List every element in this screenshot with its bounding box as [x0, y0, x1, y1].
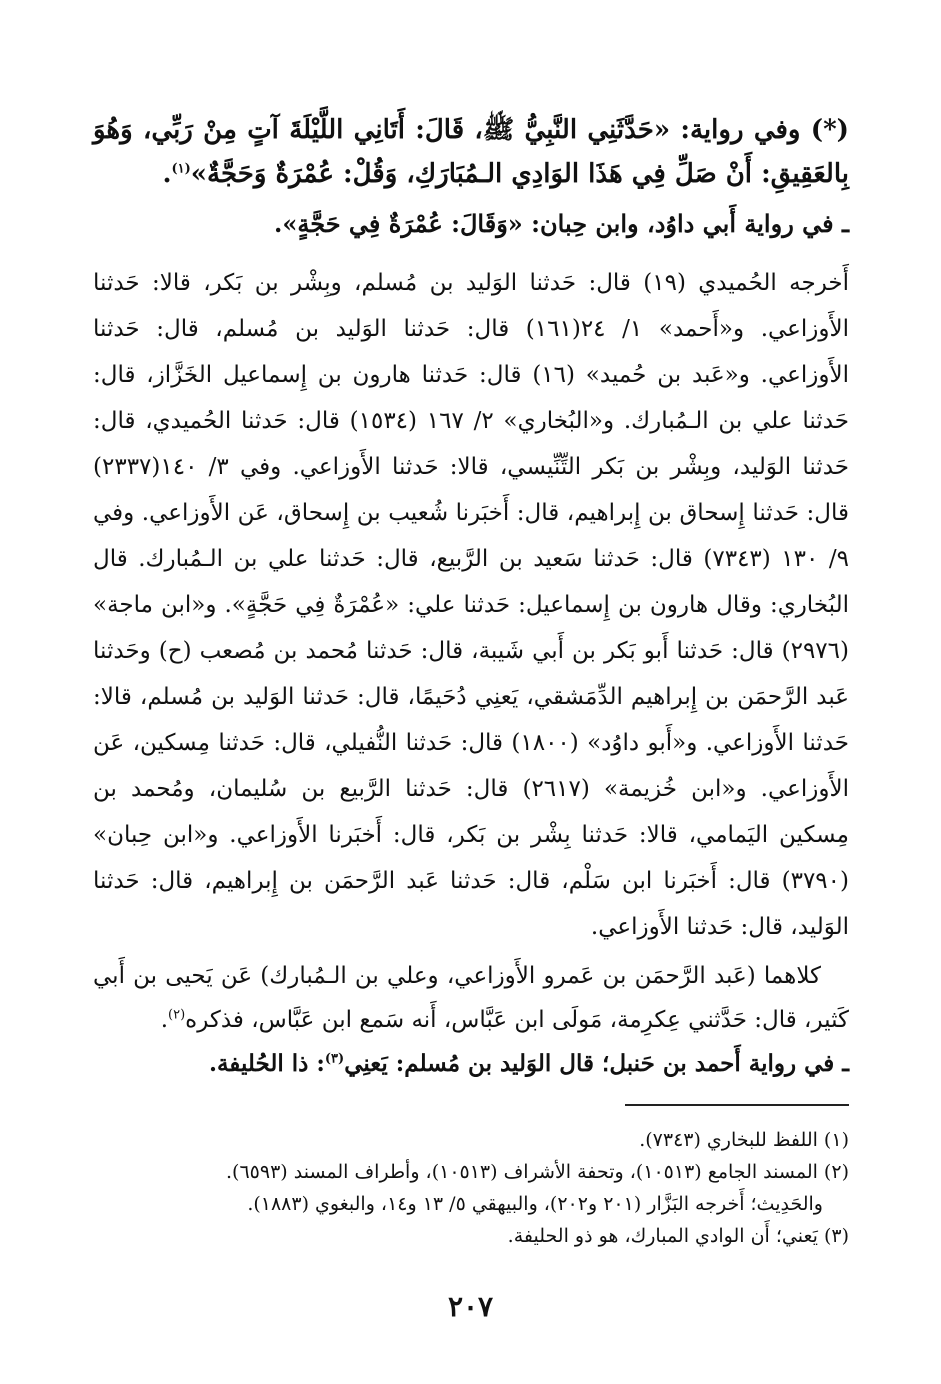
- footnotes: [93, 1124, 849, 1252]
- footnote-2: (٢) المسند الجامع (١٠٥١٣)، وتحفة الأشراف (١٠٥١٣)، وأطراف المسند (٦٥٩٣).: [226, 1161, 849, 1183]
- footnote-2-continued: والحَدِيث؛ أَخرجه البَزَّار (٢٠١ و٢٠٢)، والبيهقي ٥/ ١٣ و١٤، والبغوي (١٨٨٣).: [247, 1193, 823, 1215]
- kilahuma-paragraph: [93, 954, 849, 1042]
- variant-abu-dawud: ـ في رواية أَبي داوُد، وابن حِبان: «وَقَالَ: عُمْرَةٌ فِي حَجَّةٍ».: [274, 209, 849, 238]
- takhrij-paragraph: أَخرجه الحُميدي (١٩) قال: حَدثنا الوَليد بن مُسلم، وبِشْر بن بَكر، قالا: حَدثنا الأَوزاعي. و«أَحمد» ١/ ٢٤(١٦١) قال: حَدثنا الوَليد بن مُسلم، قال: حَدثنا الأَوزاعي. و«عَبد بن حُميد» (١٦) قال: حَدثنا هارون بن إِسماعيل الخَزَّاز، قال: حَدثنا علي بن الـمُبارك. و«البُخاري» ٢/ ١٦٧ (١٥٣٤) قال: حَدثنا الحُميدي، قال: حَدثنا الوَليد، وبِشْر بن بَكر التِّنِّيسي، قالا: حَدثنا الأَوزاعي. وفي ٣/ ١٤٠(٢٣٣٧) قال: حَدثنا إِسحاق بن إِبراهيم، قال: أَخبَرنا شُعيب بن إِسحاق، عَن الأَوزاعي. وفي ٩/ ١٣٠ (٧٣٤٣) قال: حَدثنا سَعيد بن الرَّبيع، قال: حَدثنا علي بن الـمُبارك. قال البُخاري: وقال هارون بن إِسماعيل: حَدثنا علي: «عُمْرَةٌ فِي حَجَّةٍ». و«ابن ماجة» (٢٩٧٦) قال: حَدثنا أَبو بَكر بن أَبي شَيبة، قال: حَدثنا مُحمد بن مُصعب (ح) وحَدثنا عَبد الرَّحمَن بن إِبراهيم الدِّمَشقي، يَعنِي دُحَيمًا، قال: حَدثنا الوَليد بن مُسلم، قالا: حَدثنا الأَوزاعي. و«أَبو داوُد» (١٨٠٠) قال: حَدثنا النُّفيلي، قال: حَدثنا مِسكين، عَن الأَوزاعي. و«ابن خُزيمة» (٢٦١٧) قال: حَدثنا الرَّبيع بن سُليمان، ومُحمد بن مِسكين اليَمامي، قالا: حَدثنا بِشْر بن بَكر، قال: أَخبَرنا الأَوزاعي. و«ابن حِبان» (٣٧٩٠) قال: أَخبَرنا ابن سَلْم، قال: حَدثنا عَبد الرَّحمَن بن إِبراهيم، قال: حَدثنا الوَليد، قال: حَدثنا الأَوزاعي.: [93, 270, 850, 940]
- footnote-ref-1[interactable]: (١): [171, 161, 191, 177]
- variant-ahmad: [93, 1042, 849, 1086]
- page-body: [93, 108, 849, 1086]
- page-number: ٢٠٧: [447, 1290, 494, 1323]
- variant-ahmad-text: ـ في رواية أَحمد بن حَنبل؛ قال الوَليد بن مُسلم: يَعنِي: [344, 1050, 849, 1077]
- footnote-3: (٣) يَعني؛ أَن الوادي المبارك، هو ذو الحليفة.: [507, 1225, 849, 1247]
- footnote-1: (١) اللفظ للبخاري (٧٣٤٣).: [639, 1129, 849, 1151]
- hadith-end: .: [162, 159, 172, 189]
- kilahuma-end: .: [160, 1007, 169, 1033]
- hadith-text: (*) وفي رواية: «حَدَّثَنِي النَّبِيُّ ﷺ، قَالَ: أَتَانِي اللَّيْلَةَ آتٍ مِنْ رَبِّي، وَهُوَ بِالعَقِيقِ: أَنْ صَلِّ فِي هَذَا الوَادِي الـمُبَارَكِ، وَقُلْ: عُمْرَةٌ وَحَجَّةٌ»: [93, 115, 849, 189]
- footnote-ref-2[interactable]: (٢): [168, 1007, 186, 1023]
- kilahuma-text: كلاهما (عَبد الرَّحمَن بن عَمرو الأَوزاعي، وعلي بن الـمُبارك) عَن يَحيى بن أَبي كَثير، قال: حَدَّثني عِكرِمة، مَولَى ابن عَبَّاس، أَنه سَمع ابن عَبَّاس، فذكره: [93, 963, 849, 1033]
- variant-ahmad-end: : ذا الحُليفة.: [208, 1050, 325, 1077]
- footnote-separator: [625, 1104, 849, 1106]
- hadith-paragraph: [93, 108, 849, 196]
- footnote-ref-3[interactable]: (٣): [324, 1051, 345, 1067]
